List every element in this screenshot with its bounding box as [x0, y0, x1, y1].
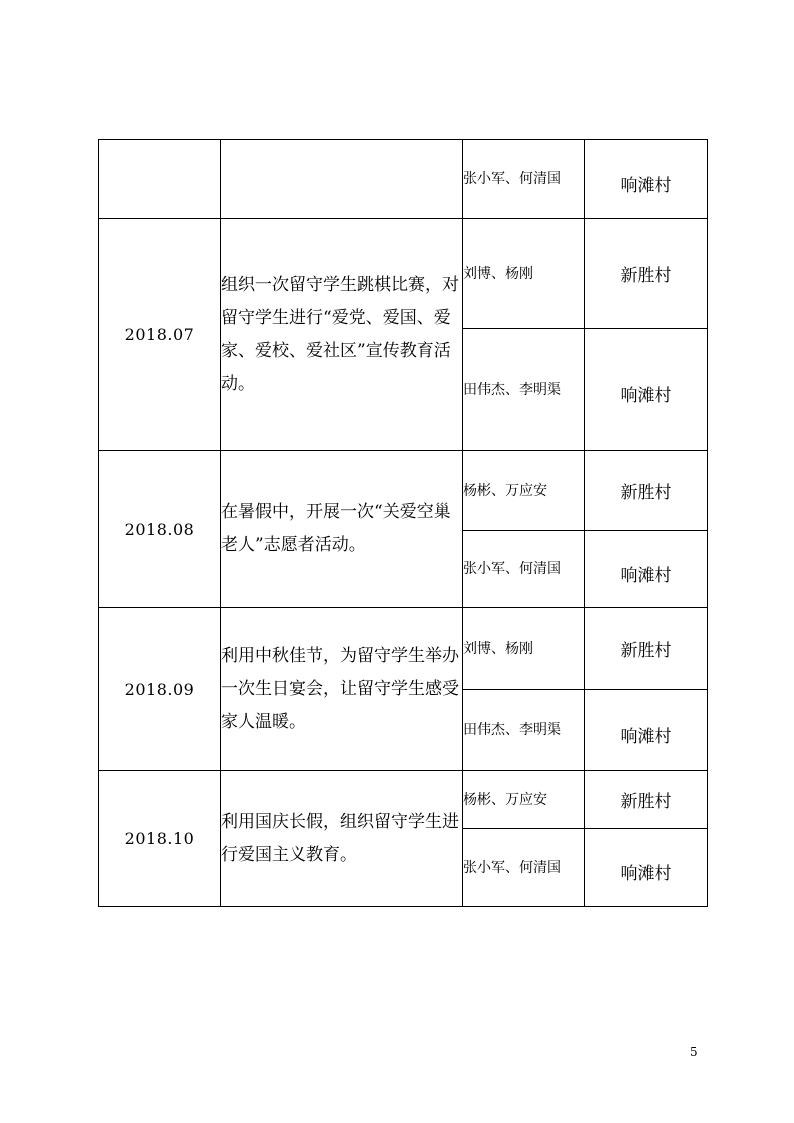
village-cell [585, 608, 708, 690]
people-cell: 刘博、杨刚 [463, 219, 585, 329]
village-cell [585, 140, 708, 219]
village-label: 响滩村 [620, 864, 672, 884]
people-cell: 张小军、何清国 [463, 829, 585, 907]
village-label: 新胜村 [620, 641, 672, 661]
table-row [99, 140, 708, 219]
activity-cell: 利用中秋佳节，为留守学生举办一次生日宴会，让留守学生感受家人温暖。 [221, 608, 463, 771]
village-cell [585, 451, 708, 531]
village-cell [585, 771, 708, 829]
people-cell: 杨彬、万应安 [463, 771, 585, 829]
village-label: 响滩村 [620, 175, 672, 196]
table-row [99, 219, 708, 329]
activity-schedule-table [98, 139, 708, 907]
village-label: 响滩村 [620, 565, 672, 586]
date-cell [99, 140, 221, 219]
date-cell: 2018.09 [99, 608, 221, 771]
village-label: 新胜村 [620, 483, 672, 503]
table-row [99, 771, 708, 829]
date-cell: 2018.07 [99, 219, 221, 451]
activity-cell: 在暑假中，开展一次“关爱空巢老人”志愿者活动。 [221, 451, 463, 608]
village-cell [585, 531, 708, 608]
village-label: 响滩村 [620, 386, 672, 406]
village-cell [585, 690, 708, 771]
village-label: 新胜村 [620, 266, 672, 286]
activity-cell: 组织一次留守学生跳棋比赛，对留守学生进行“爱党、爱国、爱家、爱校、爱社区”宣传教育活动。 [221, 219, 463, 451]
table-row [99, 451, 708, 531]
village-label: 响滩村 [620, 726, 672, 747]
activity-cell: 利用国庆长假，组织留守学生进行爱国主义教育。 [221, 771, 463, 907]
page-number: 5 [690, 1045, 698, 1059]
people-cell: 刘博、杨刚 [463, 608, 585, 690]
activity-cell [221, 140, 463, 219]
date-cell: 2018.08 [99, 451, 221, 608]
people-cell: 田伟杰、李明渠 [463, 329, 585, 451]
village-cell [585, 829, 708, 907]
people-cell: 张小军、何清国 [463, 140, 585, 219]
table-row [99, 608, 708, 690]
village-label: 新胜村 [620, 792, 672, 812]
people-cell: 杨彬、万应安 [463, 451, 585, 531]
people-cell: 田伟杰、李明渠 [463, 690, 585, 771]
date-cell: 2018.10 [99, 771, 221, 907]
people-cell: 张小军、何清国 [463, 531, 585, 608]
village-cell [585, 329, 708, 451]
village-cell [585, 219, 708, 329]
